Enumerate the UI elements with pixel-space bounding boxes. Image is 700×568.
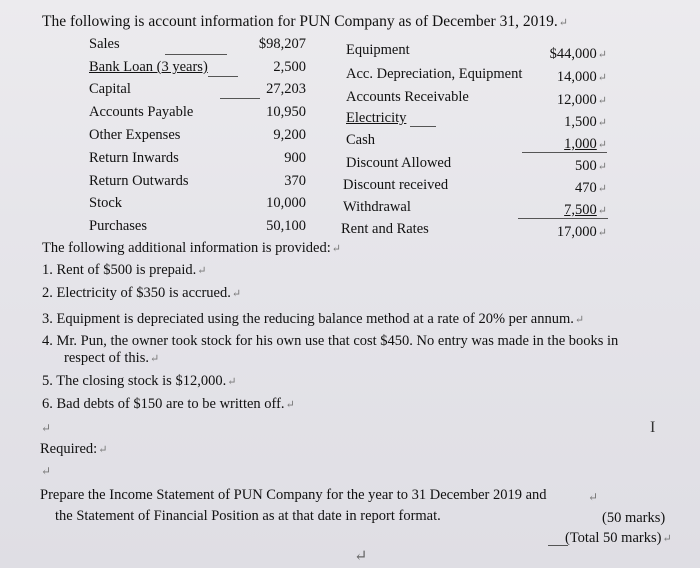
return-mark-icon: ↵ — [227, 376, 237, 388]
info-item: 3. Equipment is depreciated using the reducing balance method at a rate of 20% per annum.↵ — [42, 311, 585, 327]
return-mark-icon: ↵ — [662, 533, 672, 545]
additional-info-heading: The following additional information is provided:↵ — [42, 240, 341, 256]
right-account-label: Withdrawal — [343, 199, 411, 215]
right-account-amount: 1,500↵ — [564, 114, 607, 130]
left-account-label: Accounts Payable — [89, 104, 194, 120]
return-mark-icon: ↵ — [197, 265, 207, 277]
info-item: 6. Bad debts of $150 are to be written off.↵ — [42, 396, 295, 412]
right-account-amount: 500↵ — [575, 158, 607, 174]
separator-line — [208, 76, 238, 77]
right-account-label: Acc. Depreciation, Equipment — [346, 66, 523, 82]
left-account-label: Return Inwards — [89, 150, 179, 166]
left-account-amount: 2,500 — [273, 59, 306, 75]
return-mark-icon: ↵ — [331, 243, 341, 255]
left-account-amount: 900 — [284, 150, 306, 166]
left-account-label: Stock — [89, 195, 123, 211]
required-label: Required:↵ — [40, 441, 108, 457]
info-item: 4. Mr. Pun, the owner took stock for his own use that cost $450. No entry was made in the books in — [42, 333, 619, 349]
left-account-label: Capital — [89, 81, 131, 97]
return-mark-icon: ↵ — [231, 288, 242, 300]
separator-line — [522, 152, 607, 153]
left-account-amount: 370 — [284, 173, 306, 189]
left-account-label: Return Outwards — [89, 173, 189, 189]
return-mark-icon: ↵ — [41, 421, 52, 435]
info-item: 2. Electricity of $350 is accrued.↵ — [42, 285, 242, 301]
left-account-label: Bank Loan (3 years) — [89, 59, 208, 75]
right-account-label: Rent and Rates — [341, 221, 429, 237]
left-account-amount: 50,100 — [266, 218, 306, 234]
return-mark-icon: ↵ — [597, 161, 607, 173]
return-mark-icon: ↵ — [597, 205, 607, 217]
right-account-amount: 12,000↵ — [556, 92, 607, 108]
right-account-amount: 17,000↵ — [556, 224, 607, 240]
return-mark-icon: ↵ — [597, 72, 607, 84]
task-line: the Statement of Financial Position as at that date in report format. — [55, 508, 441, 524]
right-account-amount: 14,000↵ — [556, 69, 607, 85]
right-account-label: Accounts Receivable — [346, 89, 469, 105]
return-mark-icon: ↵ — [98, 444, 108, 456]
right-account-label: Discount Allowed — [346, 155, 452, 171]
separator-line — [220, 98, 260, 99]
left-account-label: Sales — [89, 36, 120, 52]
total-marks-label: (Total 50 marks)↵ — [565, 530, 672, 546]
return-mark-icon: ↵ — [597, 183, 607, 195]
left-account-amount: 27,203 — [266, 81, 306, 97]
right-account-label: Cash — [346, 132, 375, 148]
right-account-label: Discount received — [343, 177, 449, 193]
separator-line — [165, 54, 227, 55]
marks-label: (50 marks) — [602, 510, 666, 526]
right-account-label: Equipment — [346, 42, 410, 58]
return-mark-icon: ↵ — [285, 399, 295, 411]
info-item-continuation: respect of this.↵ — [64, 350, 160, 366]
separator-line — [548, 545, 568, 546]
return-mark-icon: ↵ — [588, 490, 599, 504]
text-cursor-icon: I — [650, 419, 656, 436]
return-mark-icon: ↵ — [597, 227, 607, 239]
right-account-amount: 7,500↵ — [564, 202, 607, 218]
left-account-amount: $98,207 — [258, 36, 306, 52]
left-account-label: Other Expenses — [89, 127, 181, 143]
return-mark-icon: ↵ — [597, 139, 607, 151]
return-mark-icon: ↵ — [41, 464, 52, 478]
right-account-amount: $44,000↵ — [549, 46, 607, 62]
separator-line — [410, 126, 436, 127]
return-mark-icon: ↵ — [597, 95, 607, 107]
task-line: Prepare the Income Statement of PUN Company for the year to 31 December 2019 and — [40, 487, 547, 503]
left-account-amount: 10,000 — [266, 195, 306, 211]
separator-line — [518, 218, 608, 219]
info-item: 5. The closing stock is $12,000.↵ — [42, 373, 237, 389]
return-mark-icon: ↵ — [558, 17, 568, 29]
return-mark-icon: ↵ — [354, 548, 368, 565]
left-account-amount: 9,200 — [273, 127, 306, 143]
return-mark-icon: ↵ — [574, 314, 585, 326]
left-account-label: Purchases — [89, 218, 147, 234]
right-account-label: Electricity — [346, 110, 407, 126]
return-mark-icon: ↵ — [149, 353, 160, 365]
return-mark-icon: ↵ — [597, 117, 607, 129]
right-account-amount: 470↵ — [575, 180, 607, 196]
info-item: 1. Rent of $500 is prepaid.↵ — [42, 262, 207, 278]
right-account-amount: 1,000↵ — [564, 136, 607, 152]
document-heading: The following is account information for PUN Company as of December 31, 2019.↵ — [42, 13, 568, 30]
return-mark-icon: ↵ — [597, 49, 607, 61]
left-account-amount: 10,950 — [266, 104, 306, 120]
